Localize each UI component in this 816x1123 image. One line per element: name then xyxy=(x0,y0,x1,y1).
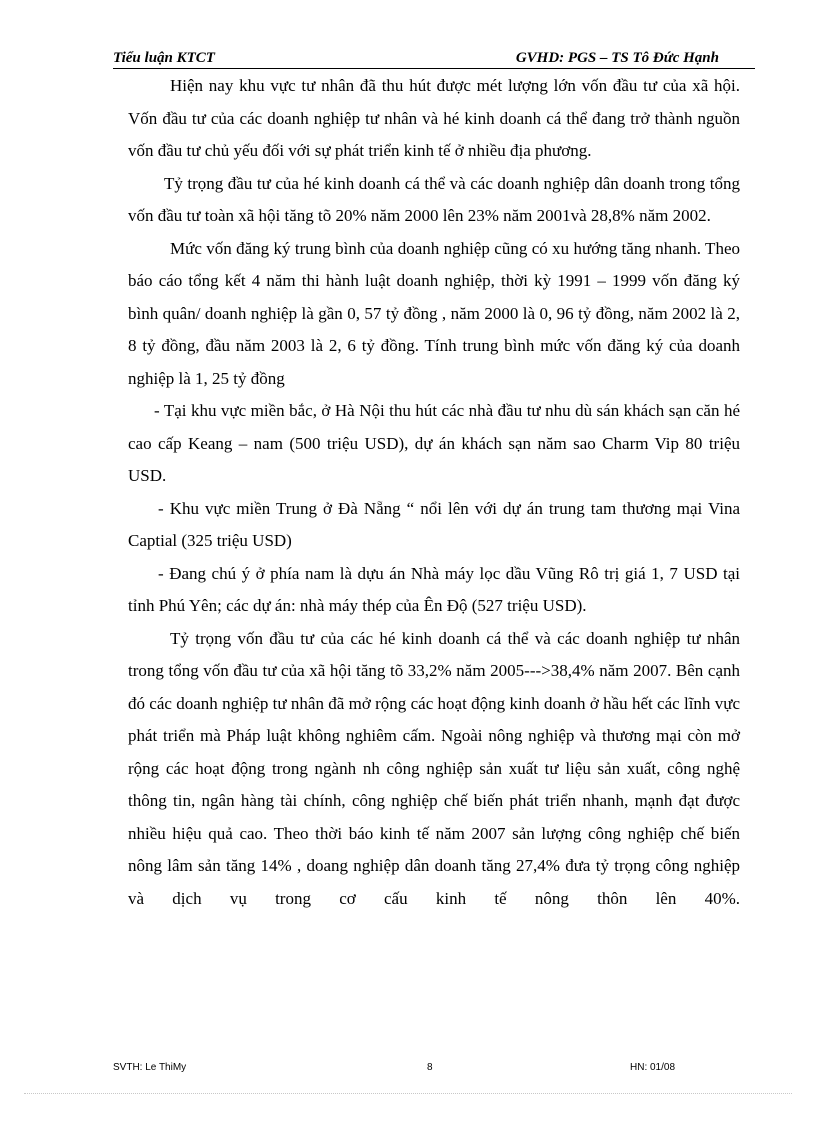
header-supervisor: GVHD: PGS – TS Tô Đức Hạnh xyxy=(515,50,719,66)
bullet-south-region: - Đang chú ý ở phía nam là dựu án Nhà máy lọc dầu Vũng Rô trị giá 1, 7 USD tại tỉnh Phú Yên; các dự án: nhà máy thép của Ên Độ (527 triệu USD). xyxy=(128,563,740,615)
footer-class-code: HN: 01/08 xyxy=(630,1062,676,1073)
paragraph-sector-expansion: Tỷ trọng vốn đầu tư của các hé kinh doanh cá thể và các doanh nghiệp tư nhân trong tổng vốn đầu tư của xã hội tăng tõ 33,2% năm 2005--->38,4% năm 2007. Bên cạnh đó các doanh nghiệp tư nhân đã mở rộng các hoạt động kinh doanh ở hầu hết các lĩnh vực phát triển mà Pháp luật không nghiêm cấm. Ngoài nông nghiệp và thương mại còn mở rộng các hoạt động trong ngành nh công nghiệp sản xuất tư liệu sản xuất, công nghệ thông tin, ngân hàng tài chính, công nghiệp chế biến phát triển nhanh, mạnh đạt được nhiều hiệu quả cao. Theo thời báo kinh tế năm 2007 sản lượng công nghiệp chế biến nông lâm sản tăng 14% , doang nghiệp dân doanh tăng 27,4% đưa tỷ trọng công nghiệp và dịch vụ trong cơ cấu kinh tế nông thôn lên 40%. xyxy=(128,628,740,908)
paragraph-investment-share: Tỷ trọng đầu tư của hé kinh doanh cá thể và các doanh nghiệp dân doanh trong tổng vốn đầu tư toàn xã hội tăng tõ 20% năm 2000 lên 23% năm 2001và 28,8% năm 2002. xyxy=(128,173,740,225)
page-bottom-edge xyxy=(24,1093,792,1094)
header-document-title: Tiểu luận KTCT xyxy=(113,50,215,66)
document-body xyxy=(128,70,740,915)
bullet-north-region: - Tại khu vực miền bắc, ở Hà Nội thu hút các nhà đầu tư nhu dù sán khách sạn căn hé cao cấp Keang – nam (500 triệu USD), dự án khách sạn năm sao Charm Vip 80 triệu USD. xyxy=(128,401,740,485)
bullet-central-region: - Khu vực miền Trung ở Đà Nẵng “ nổi lên với dự án trung tam thương mại Vina Captial (325 triệu USD) xyxy=(128,498,740,550)
page-header xyxy=(113,48,755,69)
footer-page-number: 8 xyxy=(427,1062,433,1073)
paragraph-private-sector-investment: Hiện nay khu vực tư nhân đã thu hút được mét lượng lớn vốn đầu tư của xã hội. Vốn đầu tư của các doanh nghiệp tư nhân và hé kinh doanh cá thể đang trở thành nguồn vốn đầu tư chủ yếu đối với sự phát triển kinh tế ở nhiều địa phương. xyxy=(128,76,740,160)
footer-student: SVTH: Le ThiMy xyxy=(113,1062,187,1073)
paragraph-registered-capital: Mức vốn đăng ký trung bình của doanh nghiệp cũng có xu hướng tăng nhanh. Theo báo cáo tổng kết 4 năm thi hành luật doanh nghiệp, thời kỳ 1991 – 1999 vốn đăng ký bình quân/ doanh nghiệp là gần 0, 57 tỷ đồng , năm 2000 là 0, 96 tỷ đồng, năm 2002 là 2, 8 tỷ đồng, đầu năm 2003 là 2, 6 tỷ đồng. Tính trung bình mức vốn đăng ký của doanh nghiệp là 1, 25 tỷ đồng xyxy=(128,238,740,388)
